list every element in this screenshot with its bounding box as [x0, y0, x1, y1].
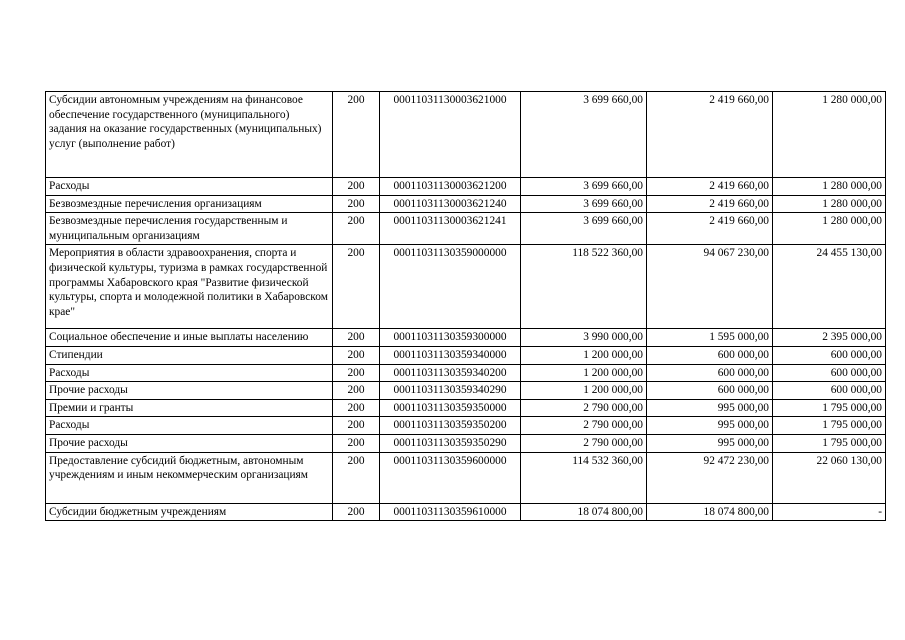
row-amount-executed-cell: 1 595 000,00	[647, 329, 773, 347]
row-code-cell: 200	[333, 195, 380, 213]
table-row	[46, 346, 886, 364]
row-amount-total-cell: 18 074 800,00	[521, 503, 647, 521]
table-row	[46, 452, 886, 503]
row-amount-total-cell: 1 200 000,00	[521, 382, 647, 400]
row-name-cell: Мероприятия в области здравоохранения, спорта и физической культуры, туризма в рамках государственной программы Хабаровского края "Развитие физической культуры, спорта и молодежной политики в Хабаровском крае"	[46, 245, 333, 329]
row-kbk-cell: 00011031130359600000	[380, 452, 521, 503]
row-amount-executed-cell: 995 000,00	[647, 417, 773, 435]
row-name-cell: Расходы	[46, 417, 333, 435]
row-amount-remaining-cell: 1 795 000,00	[773, 434, 886, 452]
row-amount-total-cell: 2 790 000,00	[521, 434, 647, 452]
row-code-cell: 200	[333, 92, 380, 178]
row-code-cell: 200	[333, 452, 380, 503]
table-row	[46, 195, 886, 213]
row-name-cell: Премии и гранты	[46, 399, 333, 417]
table-row	[46, 364, 886, 382]
row-name-cell: Безвозмездные перечисления государственным и муниципальным организациям	[46, 213, 333, 245]
row-code-cell: 200	[333, 417, 380, 435]
row-name-cell: Расходы	[46, 178, 333, 196]
row-kbk-cell: 00011031130359340290	[380, 382, 521, 400]
budget-table	[45, 91, 886, 521]
row-amount-remaining-cell: -	[773, 503, 886, 521]
row-name-cell: Субсидии автономным учреждениям на финансовое обеспечение государственного (муниципального) задания на оказание государственных (муниципальных) услуг (выполнение работ)	[46, 92, 333, 178]
table-row	[46, 503, 886, 521]
row-amount-remaining-cell: 1 795 000,00	[773, 399, 886, 417]
row-name-cell: Прочие расходы	[46, 434, 333, 452]
row-name-cell: Субсидии бюджетным учреждениям	[46, 503, 333, 521]
row-code-cell: 200	[333, 503, 380, 521]
row-name-cell: Безвозмездные перечисления организациям	[46, 195, 333, 213]
row-kbk-cell: 00011031130359300000	[380, 329, 521, 347]
row-amount-total-cell: 3 699 660,00	[521, 178, 647, 196]
row-amount-executed-cell: 92 472 230,00	[647, 452, 773, 503]
row-name-cell: Предоставление субсидий бюджетным, автономным учреждениям и иным некоммерческим организациям	[46, 452, 333, 503]
row-amount-total-cell: 114 532 360,00	[521, 452, 647, 503]
row-amount-remaining-cell: 600 000,00	[773, 346, 886, 364]
row-name-cell: Расходы	[46, 364, 333, 382]
row-amount-executed-cell: 2 419 660,00	[647, 213, 773, 245]
table-row	[46, 329, 886, 347]
row-amount-remaining-cell: 1 795 000,00	[773, 417, 886, 435]
row-kbk-cell: 00011031130359340000	[380, 346, 521, 364]
row-amount-remaining-cell: 600 000,00	[773, 382, 886, 400]
row-code-cell: 200	[333, 399, 380, 417]
row-amount-executed-cell: 995 000,00	[647, 399, 773, 417]
row-amount-executed-cell: 600 000,00	[647, 364, 773, 382]
row-amount-total-cell: 1 200 000,00	[521, 364, 647, 382]
row-code-cell: 200	[333, 382, 380, 400]
row-amount-total-cell: 3 699 660,00	[521, 213, 647, 245]
table-row	[46, 178, 886, 196]
row-amount-executed-cell: 2 419 660,00	[647, 195, 773, 213]
row-code-cell: 200	[333, 364, 380, 382]
row-kbk-cell: 00011031130359350200	[380, 417, 521, 435]
row-amount-remaining-cell: 2 395 000,00	[773, 329, 886, 347]
row-amount-remaining-cell: 22 060 130,00	[773, 452, 886, 503]
row-kbk-cell: 00011031130003621200	[380, 178, 521, 196]
row-name-cell: Стипендии	[46, 346, 333, 364]
row-amount-executed-cell: 600 000,00	[647, 382, 773, 400]
row-amount-total-cell: 2 790 000,00	[521, 399, 647, 417]
row-code-cell: 200	[333, 245, 380, 329]
row-name-cell: Социальное обеспечение и иные выплаты населению	[46, 329, 333, 347]
row-kbk-cell: 00011031130359350000	[380, 399, 521, 417]
row-amount-remaining-cell: 1 280 000,00	[773, 92, 886, 178]
row-kbk-cell: 00011031130359000000	[380, 245, 521, 329]
row-amount-executed-cell: 2 419 660,00	[647, 92, 773, 178]
row-code-cell: 200	[333, 329, 380, 347]
row-kbk-cell: 00011031130003621241	[380, 213, 521, 245]
row-code-cell: 200	[333, 213, 380, 245]
row-amount-total-cell: 3 699 660,00	[521, 195, 647, 213]
row-amount-remaining-cell: 1 280 000,00	[773, 213, 886, 245]
row-kbk-cell: 00011031130359350290	[380, 434, 521, 452]
table-row	[46, 382, 886, 400]
row-amount-total-cell: 118 522 360,00	[521, 245, 647, 329]
row-kbk-cell: 00011031130003621240	[380, 195, 521, 213]
budget-table-body	[46, 92, 886, 521]
row-amount-total-cell: 1 200 000,00	[521, 346, 647, 364]
row-code-cell: 200	[333, 178, 380, 196]
row-code-cell: 200	[333, 434, 380, 452]
row-amount-remaining-cell: 1 280 000,00	[773, 178, 886, 196]
table-row	[46, 245, 886, 329]
row-amount-remaining-cell: 1 280 000,00	[773, 195, 886, 213]
table-row	[46, 434, 886, 452]
row-amount-executed-cell: 995 000,00	[647, 434, 773, 452]
row-code-cell: 200	[333, 346, 380, 364]
row-amount-total-cell: 2 790 000,00	[521, 417, 647, 435]
row-amount-executed-cell: 2 419 660,00	[647, 178, 773, 196]
row-amount-remaining-cell: 600 000,00	[773, 364, 886, 382]
row-amount-executed-cell: 94 067 230,00	[647, 245, 773, 329]
row-kbk-cell: 00011031130003621000	[380, 92, 521, 178]
row-amount-executed-cell: 18 074 800,00	[647, 503, 773, 521]
row-amount-remaining-cell: 24 455 130,00	[773, 245, 886, 329]
table-row	[46, 417, 886, 435]
row-amount-total-cell: 3 699 660,00	[521, 92, 647, 178]
row-kbk-cell: 00011031130359340200	[380, 364, 521, 382]
row-name-cell: Прочие расходы	[46, 382, 333, 400]
table-row	[46, 213, 886, 245]
table-row	[46, 399, 886, 417]
row-amount-executed-cell: 600 000,00	[647, 346, 773, 364]
row-amount-total-cell: 3 990 000,00	[521, 329, 647, 347]
table-row	[46, 92, 886, 178]
row-kbk-cell: 00011031130359610000	[380, 503, 521, 521]
